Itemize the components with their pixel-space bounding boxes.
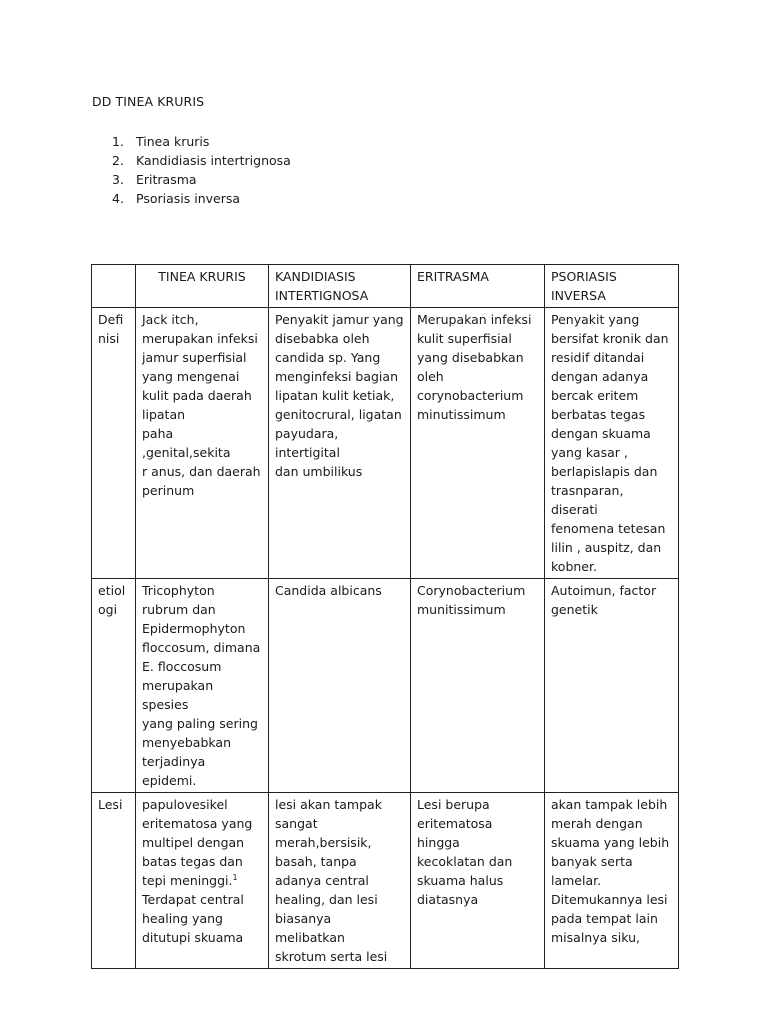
table-header-cell: PSORIASIS INVERSA [545, 265, 679, 308]
footnote-mark: 1 [232, 872, 238, 882]
cell-text-continuation: Terdapat central healing yang ditutupi skuama [142, 892, 244, 945]
differential-diagnosis-list [112, 132, 291, 208]
cell-text: papulovesikel eritematosa yang multipel dengan batas tegas dan tepi meninggi. [142, 797, 253, 888]
list-number: 3. [112, 172, 124, 187]
table-cell: Autoimun, factor genetik [545, 579, 679, 793]
list-number: 2. [112, 153, 124, 168]
list-text: Eritrasma [136, 172, 197, 187]
row-label: etiol ogi [92, 579, 136, 793]
document-title: DD TINEA KRURIS [92, 94, 205, 109]
list-item [112, 170, 291, 189]
table-cell: Candida albicans [269, 579, 411, 793]
table-cell: Penyakit jamur yang disebabka oleh candida sp. Yang menginfeksi bagian lipatan kulit ketiak, genitocrural, ligatan payudara, intertigital dan umbilikus [269, 308, 411, 579]
list-number: 1. [112, 134, 124, 149]
list-item [112, 132, 291, 151]
list-text: Psoriasis inversa [136, 191, 241, 206]
table-header-cell: KANDIDIASIS INTERTIGNOSA [269, 265, 411, 308]
table-cell: Tricophyton rubrum dan Epidermophyton floccosum, dimana E. floccosum merupakan spesies yang paling sering menyebabkan terjadinya epidemi. [136, 579, 269, 793]
row-label: Lesi [92, 793, 136, 969]
comparison-table [91, 264, 679, 969]
table-header-cell: TINEA KRURIS [136, 265, 269, 308]
table-cell: Corynobacterium munitissimum [411, 579, 545, 793]
list-text: Tinea kruris [136, 134, 210, 149]
table-cell [136, 793, 269, 969]
table-cell: lesi akan tampak sangat merah,bersisik, basah, tanpa adanya central healing, dan lesi biasanya melibatkan skrotum serta lesi [269, 793, 411, 969]
list-number: 4. [112, 191, 124, 206]
table-cell: Merupakan infeksi kulit superfisial yang disebabkan oleh corynobacterium minutissimum [411, 308, 545, 579]
row-label: Defi nisi [92, 308, 136, 579]
table-header-cell [92, 265, 136, 308]
table-cell: Jack itch, merupakan infeksi jamur superfisial yang mengenai kulit pada daerah lipatan paha ,genital,sekita r anus, dan daerah perinum [136, 308, 269, 579]
table-header-cell: ERITRASMA [411, 265, 545, 308]
table-cell: Lesi berupa eritematosa hingga kecoklatan dan skuama halus diatasnya [411, 793, 545, 969]
table-row [92, 579, 679, 793]
table-row [92, 308, 679, 579]
list-text: Kandidiasis intertrignosa [136, 153, 291, 168]
table-cell: Penyakit yang bersifat kronik dan residif ditandai dengan adanya bercak eritem berbatas tegas dengan skuama yang kasar , berlapislapis dan trasnparan, diserati fenomena tetesan lilin , auspitz, dan kobner. [545, 308, 679, 579]
list-item [112, 151, 291, 170]
list-item [112, 189, 291, 208]
table-cell: akan tampak lebih merah dengan skuama yang lebih banyak serta lamelar. Ditemukannya lesi pada tempat lain misalnya siku, [545, 793, 679, 969]
table-row [92, 793, 679, 969]
table-header-row [92, 265, 679, 308]
